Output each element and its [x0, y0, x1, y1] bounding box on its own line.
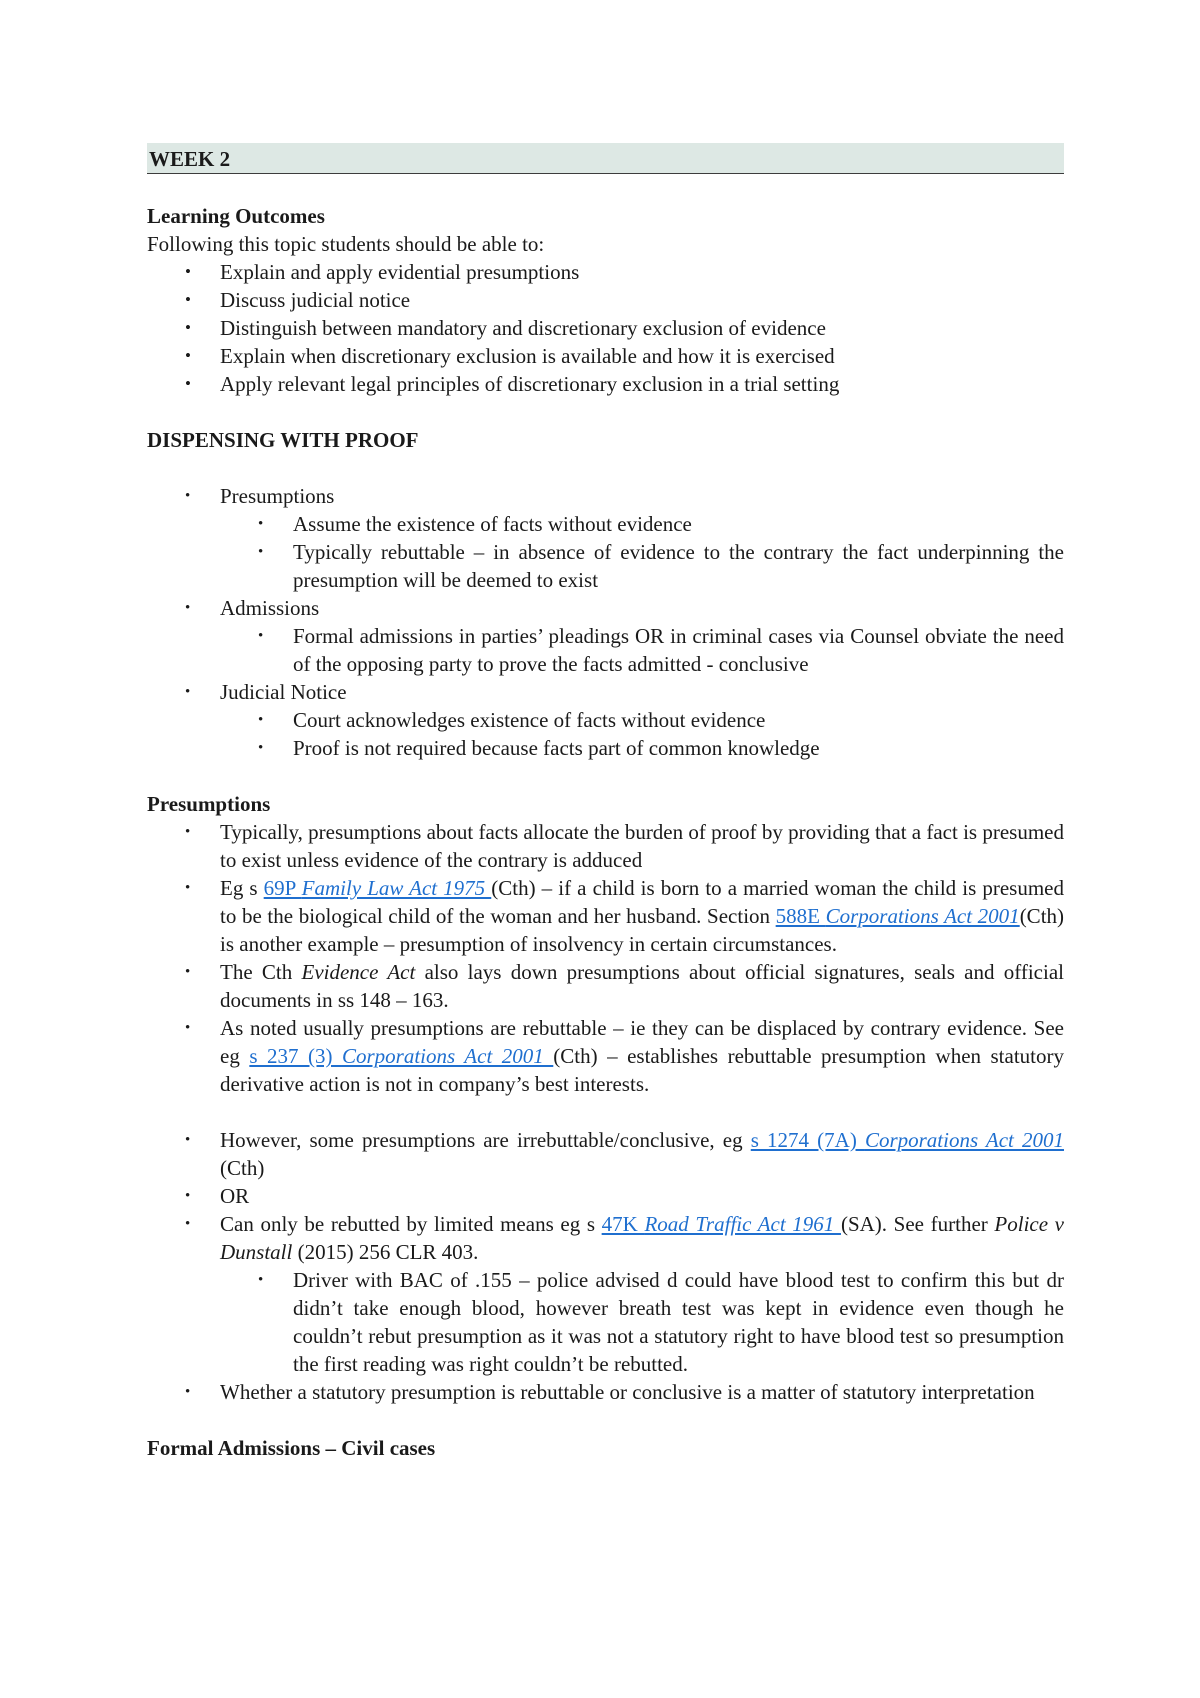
document-body [147, 143, 1064, 1462]
dispensing-list [147, 482, 1064, 762]
presumptions-item: • Whether a statutory presumption is rebuttable or conclusive is a matter of statutory interpretation [185, 1380, 1035, 1404]
presumptions-item: • OR [185, 1184, 250, 1208]
dispensing-item-judicial-notice: • Judicial Notice [185, 680, 347, 704]
formal-admissions-heading: Formal Admissions – Civil cases [147, 1436, 436, 1460]
presumptions-list [147, 818, 1064, 1098]
presumptions-item: • Typically, presumptions about facts allocate the burden of proof by providing that a fact is presumed to exist unless evidence of the contrary is adduced [185, 820, 1064, 872]
bullet-icon: • [258, 544, 264, 560]
learning-outcome-item: • Distinguish between mandatory and discretionary exclusion of evidence [185, 316, 826, 340]
presumptions-subitem: • Driver with BAC of .155 – police advised d could have blood test to confirm this but dr didn’t take enough blood, however breath test was kept in evidence even though he couldn’t rebut presumption as it was not a statutory right to have blood test so presumption the first reading was right couldn’t be rebutted. [258, 1268, 1064, 1376]
learning-outcomes-intro: Following this topic students should be able to: [147, 232, 545, 256]
presumptions-item: • The Cth Evidence Act also lays down presumptions about official signatures, seals and official documents in ss 148 – 163. [185, 960, 1064, 1012]
bullet-icon: • [185, 600, 191, 616]
bullet-icon: • [185, 1020, 191, 1036]
bullet-icon: • [258, 628, 264, 644]
presumptions-item: • Eg s 69P Family Law Act 1975 (Cth) – if a child is born to a married woman the child is presumed to be the biological child of the woman and her husband. Section 588E Corporations Act 2001(Cth) is another example – presumption of insolvency in certain circumstances. [185, 876, 1065, 956]
bullet-icon: • [258, 712, 264, 728]
presumptions-item: • However, some presumptions are irrebuttable/conclusive, eg s 1274 (7A) Corporations Act 2001 (Cth) [185, 1128, 1064, 1180]
dispensing-subitem: • Court acknowledges existence of facts without evidence [258, 708, 766, 732]
presumptions-list-continued [147, 1126, 1064, 1406]
bullet-icon: • [185, 1188, 191, 1204]
bullet-icon: • [185, 824, 191, 840]
link-corporations-act-588e[interactable]: 588E Corporations Act 2001 [775, 904, 1020, 928]
bullet-icon: • [185, 1216, 191, 1232]
dispensing-item-admissions: • Admissions [185, 596, 320, 620]
bullet-icon: • [185, 346, 191, 365]
week-heading: WEEK 2 [147, 143, 1064, 174]
bullet-icon: • [185, 374, 191, 393]
presumptions-item: • Can only be rebutted by limited means eg s 47K Road Traffic Act 1961 (SA). See further Police v Dunstall (2015) 256 CLR 403. [185, 1212, 1065, 1264]
learning-outcome-item: • Explain and apply evidential presumptions [185, 260, 580, 284]
bullet-icon: • [185, 318, 191, 337]
bullet-icon: • [185, 684, 191, 700]
dispensing-heading: DISPENSING WITH PROOF [147, 428, 419, 452]
bullet-icon: • [185, 262, 191, 281]
dispensing-subitem: • Proof is not required because facts part of common knowledge [258, 736, 820, 760]
bullet-icon: • [258, 1272, 264, 1288]
learning-outcome-item: • Discuss judicial notice [185, 288, 411, 312]
learning-outcome-item: • Explain when discretionary exclusion is available and how it is exercised [185, 344, 835, 368]
learning-outcomes-list [147, 258, 1064, 398]
dispensing-item-presumptions: • Presumptions [185, 484, 335, 508]
bullet-icon: • [185, 488, 191, 504]
presumptions-heading: Presumptions [147, 792, 271, 816]
link-family-law-act[interactable]: 69P Family Law Act 1975 [263, 876, 492, 900]
bullet-icon: • [185, 290, 191, 309]
bullet-icon: • [185, 880, 191, 896]
link-corporations-act-1274[interactable]: s 1274 (7A) Corporations Act 2001 [750, 1128, 1064, 1152]
bullet-icon: • [185, 1384, 191, 1400]
dispensing-subitem: • Formal admissions in parties’ pleadings OR in criminal cases via Counsel obviate the need of the opposing party to prove the facts admitted - conclusive [258, 624, 1064, 676]
presumptions-item: • As noted usually presumptions are rebuttable – ie they can be displaced by contrary evidence. See eg s 237 (3) Corporations Act 2001 (Cth) – establishes rebuttable presumption when statutory derivative action is not in company’s best interests. [185, 1016, 1064, 1096]
link-road-traffic-act[interactable]: 47K Road Traffic Act 1961 [601, 1212, 841, 1236]
bullet-icon: • [185, 1132, 191, 1148]
link-corporations-act-237[interactable]: s 237 (3) Corporations Act 2001 [249, 1044, 554, 1068]
dispensing-subitem: • Assume the existence of facts without evidence [258, 512, 692, 536]
learning-outcome-item: • Apply relevant legal principles of discretionary exclusion in a trial setting [185, 372, 840, 396]
dispensing-subitem: • Typically rebuttable – in absence of evidence to the contrary the fact underpinning the presumption will be deemed to exist [258, 540, 1064, 592]
learning-outcomes-heading: Learning Outcomes [147, 204, 325, 228]
bullet-icon: • [258, 516, 264, 532]
bullet-icon: • [185, 964, 191, 980]
bullet-icon: • [258, 740, 264, 756]
